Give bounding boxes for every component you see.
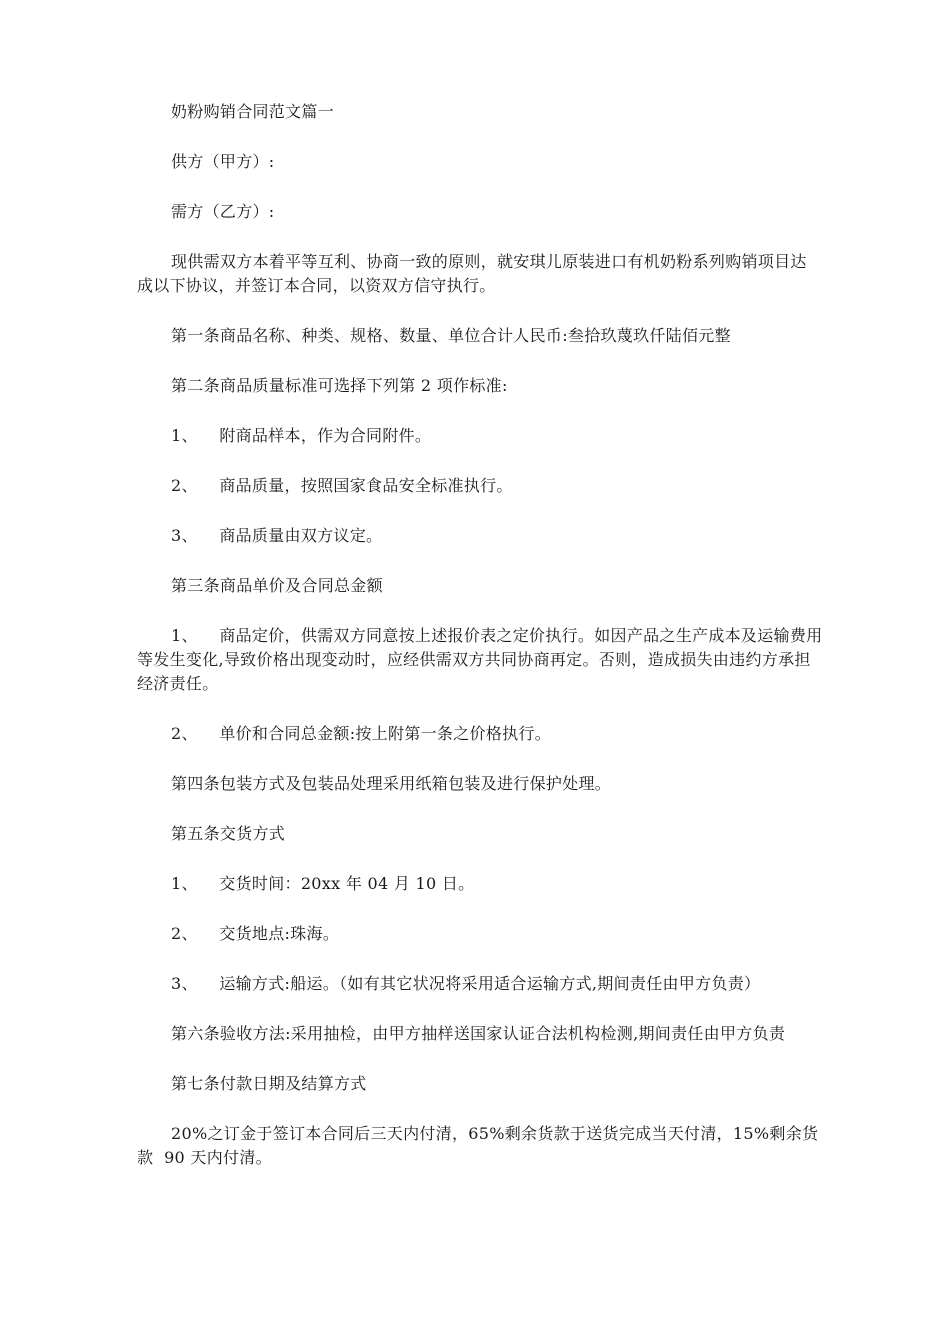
article-7-heading: 第七条付款日期及结算方式 <box>171 1074 367 1093</box>
article-5-item-2: 2、 交货地点:珠海。 <box>171 924 340 943</box>
document-body <box>137 100 834 1170</box>
article-5-item-1: 1、 交货时间：20xx 年 04 月 10 日。 <box>171 874 475 893</box>
article-1-paragraph: 第一条商品名称、种类、规格、数量、单位合计人民币:叁拾玖蔑玖仟陆佰元整 <box>171 326 731 345</box>
article-4-paragraph: 第四条包装方式及包装品处理采用纸箱包装及进行保护处理。 <box>171 774 612 793</box>
article-5-heading: 第五条交货方式 <box>171 824 286 843</box>
document-title: 奶粉购销合同范文篇一 <box>171 102 335 121</box>
article-2-item-1: 1、 附商品样本，作为合同附件。 <box>171 426 432 445</box>
party-a-line: 供方（甲方）: <box>171 152 275 171</box>
article-3-heading: 第三条商品单价及合同总金额 <box>171 576 383 595</box>
article-2-item-3: 3、 商品质量由双方议定。 <box>171 526 383 545</box>
article-6-paragraph: 第六条验收方法:采用抽检，由甲方抽样送国家认证合法机构检测,期间责任由甲方负责 <box>171 1024 786 1043</box>
party-b-line: 需方（乙方）: <box>171 202 275 221</box>
article-7-paragraph: 20%之订金于签订本合同后三天内付清，65%剩余货款于送货完成当天付清，15%剩余货款 90 天内付清。 <box>137 1124 819 1167</box>
article-2-item-2: 2、 商品质量，按照国家食品安全标准执行。 <box>171 476 513 495</box>
article-2-heading: 第二条商品质量标准可选择下列第 2 项作标准: <box>171 376 508 395</box>
preamble-paragraph: 现供需双方本着平等互利、协商一致的原则，就安琪儿原装进口有机奶粉系列购销项目达 成以下协议，并签订本合同，以资双方信守执行。 <box>137 252 818 295</box>
article-5-item-3: 3、 运输方式:船运。（如有其它状况将采用适合运输方式,期间责任由甲方负责） <box>171 974 761 993</box>
article-3-item-2: 2、 单价和合同总金额:按上附第一条之价格执行。 <box>171 724 552 743</box>
article-3-item-1: 1、 商品定价，供需双方同意按上述报价表之定价执行。如因产品之生产成本及运输费用 等发生变化,导致价格出现变动时，应经供需双方共同协商再定。否则，造成损失由违约方承担 经济责任。 <box>137 626 834 693</box>
